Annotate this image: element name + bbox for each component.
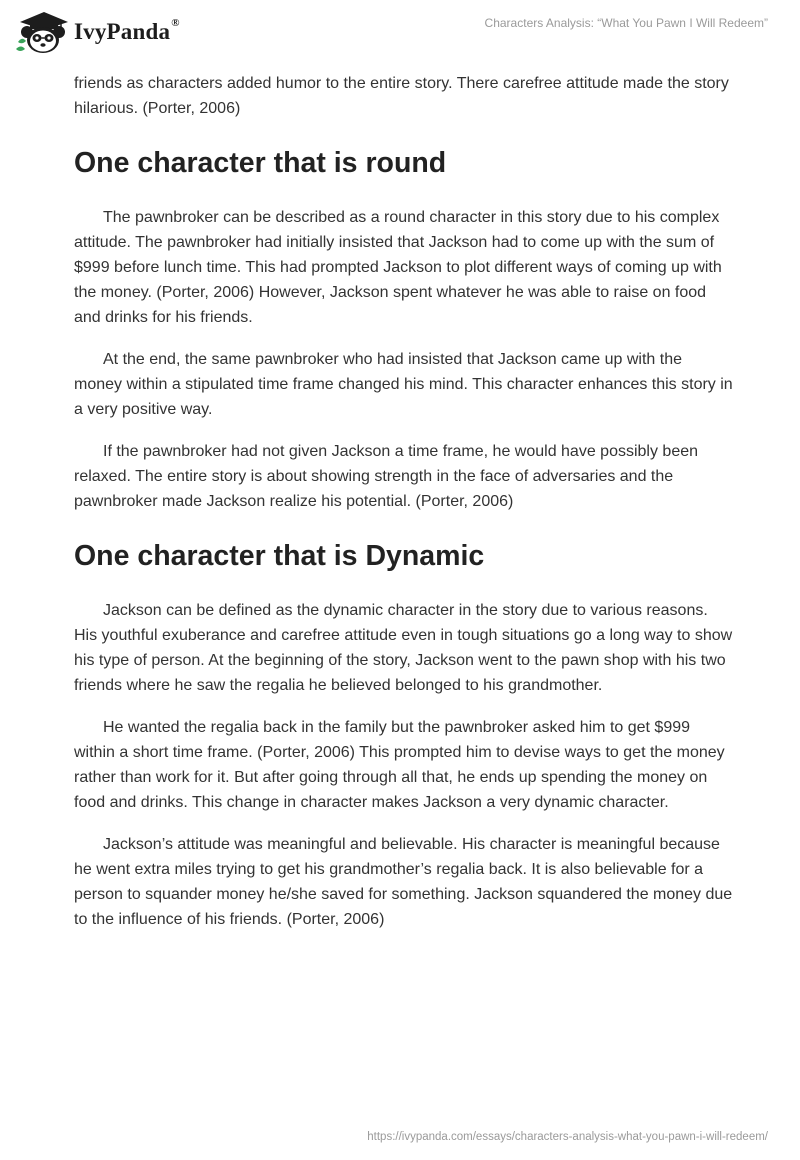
panda-graduate-icon xyxy=(14,8,68,56)
section-heading-round: One character that is round xyxy=(74,147,447,179)
document-title: Characters Analysis: “What You Pawn I Will Redeem” xyxy=(484,16,768,30)
paragraph: Jackson can be defined as the dynamic character in the story due to various reasons. His youthful exuberance and carefree attitude even in tough situations go a long way to show his type of person. At the beginning of the story, Jackson went to the pawn shop with his two friends where he saw the regalia he believed belonged to his grandmother. xyxy=(74,602,733,694)
intro-paragraph: friends as characters added humor to the entire story. There carefree attitude made the story hilarious. (Porter, 2006) xyxy=(74,75,729,117)
section-heading-dynamic: One character that is Dynamic xyxy=(74,540,485,572)
paragraph: If the pawnbroker had not given Jackson a time frame, he would have possibly been relaxed. The entire story is about showing strength in the face of adversaries and the pawnbroker made Jackson realize his potential. (Porter, 2006) xyxy=(74,443,699,510)
paragraph: Jackson’s attitude was meaningful and believable. His character is meaningful because he went extra miles trying to get his grandmother’s regalia back. It is also believable for a person to squander money he/she saved for something. Jackson squandered the money due to the influence of his friends. (Porter, 2006) xyxy=(74,836,733,928)
paragraph: The pawnbroker can be described as a round character in this story due to his complex attitude. The pawnbroker had initially insisted that Jackson had to come up with the sum of $999 before lunch time. This had prompted Jackson to plot different ways of coming up with the money. (Porter, 2006) However, Jackson spent whatever he was able to raise on food and drinks for his friends. xyxy=(74,209,722,326)
registered-mark: ® xyxy=(171,17,180,29)
brand-name: IvyPanda® xyxy=(74,17,180,44)
paragraph: He wanted the regalia back in the family but the pawnbroker asked him to get $999 within a short time frame. (Porter, 2006) This prompted him to devise ways to get the money rather than work for it. But after going through all that, he ends up spending the money on food and drinks. This change in character makes Jackson a very dynamic character. xyxy=(74,719,725,811)
paragraph: At the end, the same pawnbroker who had insisted that Jackson came up with the money within a stipulated time frame changed his mind. This character enhances this story in a very positive way. xyxy=(74,351,733,418)
ivypanda-logo[interactable] xyxy=(14,8,180,56)
source-url[interactable]: https://ivypanda.com/essays/characters-analysis-what-you-pawn-i-will-redeem/ xyxy=(367,1131,768,1143)
essay-content xyxy=(74,71,734,949)
page-header xyxy=(0,0,800,64)
